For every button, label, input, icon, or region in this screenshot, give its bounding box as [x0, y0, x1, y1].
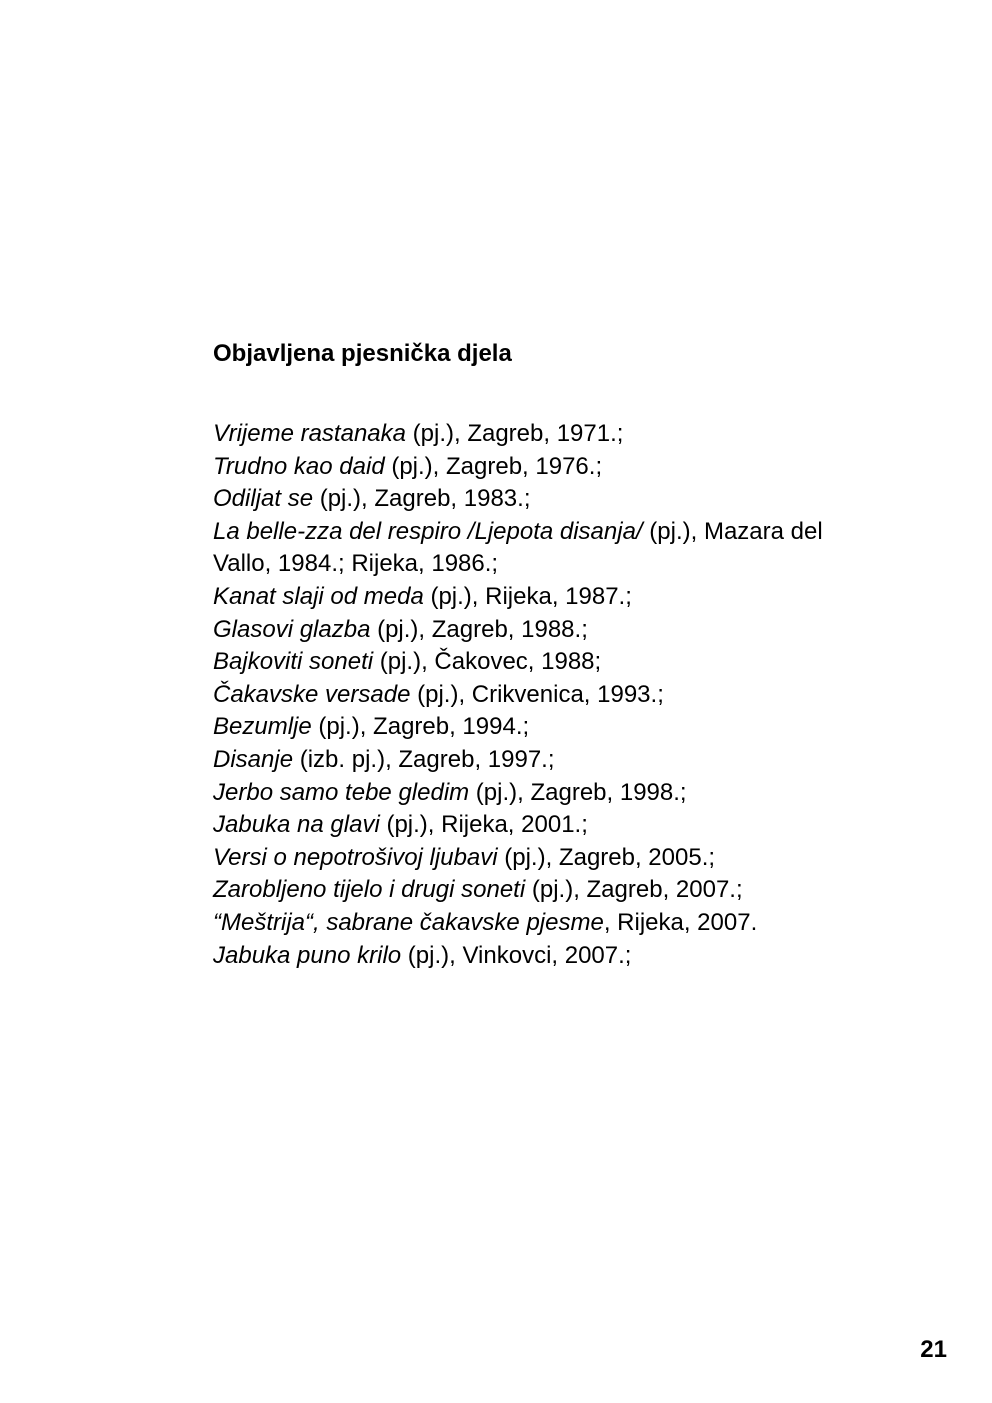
- work-details: (pj.), Vinkovci, 2007.;: [401, 941, 632, 969]
- list-item: [213, 614, 883, 647]
- work-details: (pj.), Zagreb, 1976.;: [384, 452, 603, 480]
- list-item: [213, 744, 883, 777]
- list-item: [213, 777, 883, 810]
- works-list: [213, 418, 883, 972]
- work-title: Odiljat se: [213, 485, 314, 513]
- work-details: (pj.), Zagreb, 1998.;: [469, 778, 687, 806]
- work-details: (pj.), Čakovec, 1988;: [373, 648, 602, 676]
- list-item: [213, 907, 883, 940]
- work-title: Bajkoviti soneti: [213, 648, 374, 676]
- work-title: La belle-zza del respiro /Ljepota disanja/: [213, 517, 643, 545]
- work-title: Vrijeme rastanaka: [213, 420, 406, 447]
- work-details: (pj.), Rijeka, 2001.;: [379, 811, 588, 839]
- list-item: [213, 483, 883, 516]
- list-item: [213, 809, 883, 842]
- work-details: (pj.), Crikvenica, 1993.;: [410, 680, 664, 708]
- work-details: (pj.), Zagreb, 1988.;: [370, 615, 588, 643]
- list-item: [213, 418, 883, 451]
- work-details: (pj.), Zagreb, 2007.;: [525, 876, 743, 904]
- work-title: “Meštrija“, sabrane čakavske pjesme: [213, 908, 604, 936]
- list-item: [213, 842, 883, 875]
- work-title: Disanje: [213, 745, 294, 773]
- list-item: [213, 516, 883, 581]
- work-title: Trudno kao daid: [213, 452, 385, 480]
- work-title: Bezumlje: [213, 713, 312, 741]
- list-item: [213, 874, 883, 907]
- work-title: Jabuka puno krilo: [213, 941, 402, 969]
- work-title: Versi o nepotrošivoj ljubavi: [213, 843, 498, 871]
- work-details: (pj.), Zagreb, 1971.;: [405, 420, 624, 447]
- work-title: Čakavske versade: [213, 680, 411, 708]
- list-item: [213, 646, 883, 679]
- list-item: [213, 451, 883, 484]
- work-details: (pj.), Zagreb, 2005.;: [497, 843, 716, 871]
- work-details: (pj.), Zagreb, 1983.;: [313, 485, 531, 513]
- work-title: Glasovi glazba: [213, 615, 371, 643]
- work-details: (pj.), Rijeka, 1987.;: [423, 582, 632, 610]
- section-heading: Objavljena pjesnička djela: [213, 340, 512, 367]
- list-item: [213, 940, 883, 973]
- work-title: Jabuka na glavi: [213, 811, 380, 839]
- work-title: Zarobljeno tijelo i drugi soneti: [213, 876, 526, 904]
- work-details: (izb. pj.), Zagreb, 1997.;: [293, 745, 555, 773]
- page-number: 21: [920, 1336, 947, 1363]
- work-details: (pj.), Mazara del Vallo, 1984.; Rijeka, 1986.;: [213, 517, 823, 578]
- list-item: [213, 711, 883, 744]
- list-item: [213, 679, 883, 712]
- work-title: Kanat slaji od meda: [213, 582, 424, 610]
- work-title: Jerbo samo tebe gledim: [213, 778, 470, 806]
- list-item: [213, 581, 883, 614]
- work-details: (pj.), Zagreb, 1994.;: [311, 713, 530, 741]
- work-details: , Rijeka, 2007.: [603, 908, 758, 936]
